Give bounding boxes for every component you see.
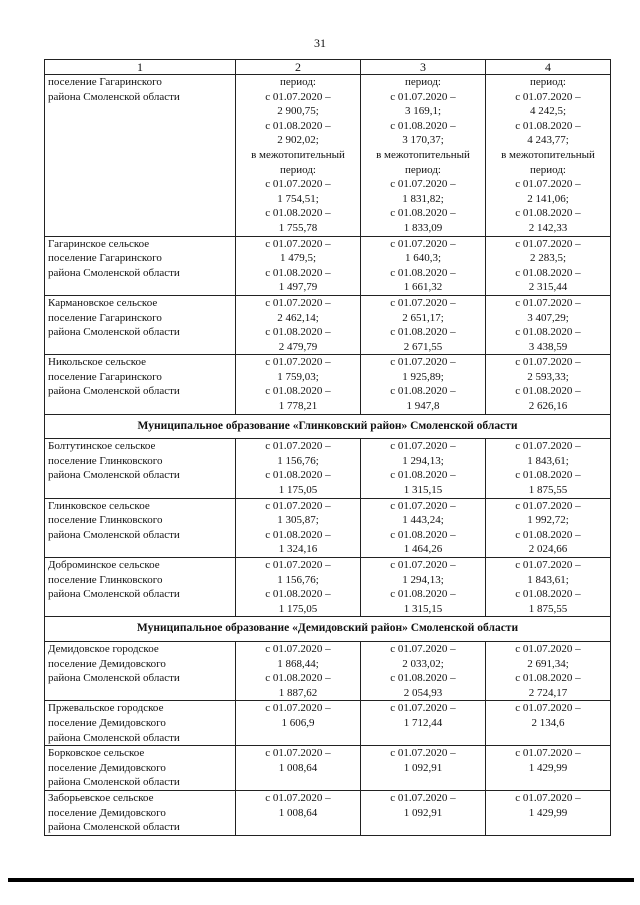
table-row <box>45 558 611 617</box>
cell-text-line: 2 902,02; <box>277 134 319 147</box>
cell-text-line: с 01.08.2020 – <box>265 266 331 279</box>
tariff-cell-col2 <box>236 295 361 354</box>
cell-text-line: 1 875,55 <box>528 602 568 615</box>
cell-text-line: 1 156,76; <box>277 573 319 586</box>
cell-text-line: с 01.07.2020 – <box>515 178 581 191</box>
cell-text-line: с 01.07.2020 – <box>515 702 581 715</box>
cell-text-line: 1 175,05 <box>278 602 318 615</box>
cell-text-line: с 01.07.2020 – <box>390 440 456 453</box>
settlement-name-cell <box>45 439 236 498</box>
cell-text-line: с 01.08.2020 – <box>515 528 581 541</box>
tariff-table <box>44 59 611 836</box>
cell-text-line: 1 759,03; <box>277 370 319 383</box>
cell-text-line: 1 843,61; <box>527 573 569 586</box>
tariff-cell-col2 <box>236 558 361 617</box>
cell-text-line: с 01.08.2020 – <box>390 119 456 132</box>
cell-text-line: Глинковское сельское <box>48 499 150 512</box>
cell-text-line: с 01.08.2020 – <box>265 588 331 601</box>
cell-text-line: Болтутинское сельское <box>48 440 156 453</box>
cell-text-line: Доброминское сельское <box>48 559 160 571</box>
cell-text-line: района Смоленской области <box>48 672 180 685</box>
column-header-4: 4 <box>486 60 611 75</box>
cell-text-line: с 01.07.2020 – <box>515 747 581 760</box>
header-row <box>45 60 611 75</box>
cell-text-line: Пржевальское городское <box>48 702 164 715</box>
cell-text-line: с 01.08.2020 – <box>390 528 456 541</box>
cell-text-line: поселение Гагаринского <box>48 252 162 265</box>
cell-text-line: Борковское сельское <box>48 747 145 760</box>
cell-text-line: с 01.08.2020 – <box>515 207 581 220</box>
tariff-cell-col2 <box>236 746 361 791</box>
cell-text-line: с 01.08.2020 – <box>515 588 581 601</box>
cell-text-line: с 01.08.2020 – <box>515 326 581 339</box>
tariff-cell-col3 <box>361 75 486 237</box>
cell-text-line: 1 661,32 <box>403 281 443 294</box>
column-header-3: 3 <box>361 60 486 75</box>
cell-text-line: 2 626,16 <box>528 400 568 413</box>
table-row <box>45 75 611 237</box>
cell-text-line: период: <box>280 76 316 88</box>
cell-text-line: с 01.07.2020 – <box>265 90 331 103</box>
cell-text-line: 2 724,17 <box>528 686 568 699</box>
cell-text-line: с 01.08.2020 – <box>390 207 456 220</box>
cell-text-line: 1 833,09 <box>403 221 443 234</box>
cell-text-line: 1 175,05 <box>278 484 318 497</box>
tariff-cell-col2 <box>236 439 361 498</box>
cell-text-line: с 01.07.2020 – <box>265 702 331 715</box>
cell-text-line: с 01.08.2020 – <box>515 119 581 132</box>
tariff-cell-col3 <box>361 701 486 746</box>
cell-text-line: Гагаринское сельское <box>48 237 150 250</box>
cell-text-line: 1 754,51; <box>277 192 319 205</box>
cell-text-line: с 01.07.2020 – <box>515 90 581 103</box>
table-row <box>45 701 611 746</box>
cell-text-line: 2 024,66 <box>528 543 568 556</box>
cell-text-line: с 01.08.2020 – <box>265 528 331 541</box>
cell-text-line: с 01.08.2020 – <box>265 469 331 482</box>
cell-text-line: 2 142,33 <box>528 221 568 234</box>
bottom-rule <box>8 878 634 882</box>
cell-text-line: 3 438,59 <box>528 340 568 353</box>
cell-text-line: с 01.07.2020 – <box>390 178 456 191</box>
cell-text-line: с 01.07.2020 – <box>515 559 581 571</box>
cell-text-line: с 01.07.2020 – <box>390 559 456 571</box>
tariff-cell-col4 <box>486 439 611 498</box>
cell-text-line: поселение Демидовского <box>48 716 166 729</box>
page-number: 31 <box>314 36 326 50</box>
cell-text-line: период: <box>280 163 316 176</box>
cell-text-line: 1 831,82; <box>402 192 444 205</box>
tariff-cell-col4 <box>486 236 611 295</box>
section-title: Муниципальное образование «Глинковский район» Смоленской области <box>45 414 611 439</box>
cell-text-line: 1 294,13; <box>402 573 444 586</box>
cell-text-line: с 01.07.2020 – <box>265 642 331 655</box>
cell-text-line: 2 479,79 <box>278 340 318 353</box>
cell-text-line: с 01.07.2020 – <box>265 237 331 250</box>
cell-text-line: поселение Глинковского <box>48 573 163 586</box>
tariff-cell-col4 <box>486 558 611 617</box>
tariff-cell-col4 <box>486 790 611 835</box>
cell-text-line: 1 992,72; <box>527 514 569 527</box>
cell-text-line: 1 887,62 <box>278 686 318 699</box>
cell-text-line: района Смоленской области <box>48 385 180 398</box>
settlement-name-cell <box>45 236 236 295</box>
tariff-cell-col2 <box>236 75 361 237</box>
cell-text-line: 3 169,1; <box>404 105 442 118</box>
cell-text-line: 1 429,99 <box>528 761 568 774</box>
cell-text-line: с 01.07.2020 – <box>515 642 581 655</box>
cell-text-line: с 01.07.2020 – <box>515 237 581 250</box>
cell-text-line: с 01.07.2020 – <box>265 440 331 453</box>
tariff-cell-col3 <box>361 236 486 295</box>
tariff-cell-col2 <box>236 641 361 700</box>
cell-text-line: с 01.07.2020 – <box>390 237 456 250</box>
cell-text-line: 3 170,37; <box>402 134 444 147</box>
cell-text-line: района Смоленской области <box>48 776 180 789</box>
cell-text-line: в межотопительный <box>501 148 595 161</box>
cell-text-line: 2 315,44 <box>528 281 568 294</box>
section-header-row <box>45 414 611 439</box>
cell-text-line: 1 843,61; <box>527 454 569 467</box>
cell-text-line: района Смоленской области <box>48 731 180 744</box>
cell-text-line: 2 593,33; <box>527 370 569 383</box>
table-row <box>45 295 611 354</box>
cell-text-line: с 01.07.2020 – <box>515 356 581 369</box>
table-row <box>45 498 611 557</box>
tariff-cell-col2 <box>236 236 361 295</box>
cell-text-line: с 01.07.2020 – <box>265 559 331 571</box>
cell-text-line: 1 947,8 <box>406 400 440 413</box>
cell-text-line: с 01.08.2020 – <box>390 672 456 685</box>
cell-text-line: 1 092,91 <box>403 806 443 819</box>
cell-text-line: с 01.07.2020 – <box>390 296 456 309</box>
tariff-cell-col3 <box>361 498 486 557</box>
cell-text-line: период: <box>405 76 441 88</box>
cell-text-line: 1 156,76; <box>277 454 319 467</box>
cell-text-line: 1 497,79 <box>278 281 318 294</box>
cell-text-line: поселение Демидовского <box>48 806 166 819</box>
cell-text-line: период: <box>405 163 441 176</box>
table-row <box>45 641 611 700</box>
cell-text-line: 1 305,87; <box>277 514 319 527</box>
tariff-cell-col4 <box>486 746 611 791</box>
table-row <box>45 439 611 498</box>
tariff-cell-col4 <box>486 498 611 557</box>
cell-text-line: с 01.07.2020 – <box>390 747 456 760</box>
cell-text-line: 2 033,02; <box>402 657 444 670</box>
cell-text-line: с 01.08.2020 – <box>515 469 581 482</box>
cell-text-line: 2 134,6 <box>531 716 565 729</box>
cell-text-line: Кармановское сельское <box>48 296 158 309</box>
cell-text-line: с 01.07.2020 – <box>390 356 456 369</box>
cell-text-line: 1 925,89; <box>402 370 444 383</box>
section-title: Муниципальное образование «Демидовский район» Смоленской области <box>45 617 611 642</box>
cell-text-line: 1 315,15 <box>403 602 443 615</box>
tariff-cell-col2 <box>236 701 361 746</box>
cell-text-line: с 01.07.2020 – <box>390 499 456 512</box>
cell-text-line: 2 141,06; <box>527 192 569 205</box>
cell-text-line: района Смоленской области <box>48 528 180 541</box>
table-row <box>45 355 611 414</box>
cell-text-line: период: <box>530 76 566 88</box>
tariff-cell-col3 <box>361 746 486 791</box>
cell-text-line: 1 092,91 <box>403 761 443 774</box>
cell-text-line: 3 407,29; <box>527 311 569 324</box>
cell-text-line: Никольское сельское <box>48 356 147 369</box>
cell-text-line: с 01.07.2020 – <box>390 791 456 804</box>
cell-text-line: с 01.08.2020 – <box>265 207 331 220</box>
cell-text-line: в межотопительный <box>376 148 470 161</box>
cell-text-line: 1 875,55 <box>528 484 568 497</box>
cell-text-line: поселение Демидовского <box>48 657 166 670</box>
cell-text-line: поселение Гагаринского <box>48 370 162 383</box>
cell-text-line: поселение Гагаринского <box>48 76 162 88</box>
cell-text-line: 1 464,26 <box>403 543 443 556</box>
tariff-cell-col2 <box>236 498 361 557</box>
cell-text-line: района Смоленской области <box>48 588 180 601</box>
table-row <box>45 236 611 295</box>
cell-text-line: района Смоленской области <box>48 326 180 339</box>
cell-text-line: с 01.08.2020 – <box>265 385 331 398</box>
cell-text-line: с 01.08.2020 – <box>390 266 456 279</box>
cell-text-line: поселение Глинковского <box>48 454 163 467</box>
settlement-name-cell <box>45 641 236 700</box>
cell-text-line: 1 294,13; <box>402 454 444 467</box>
cell-text-line: 2 651,17; <box>402 311 444 324</box>
cell-text-line: с 01.07.2020 – <box>390 642 456 655</box>
cell-text-line: с 01.08.2020 – <box>515 266 581 279</box>
cell-text-line: с 01.07.2020 – <box>265 747 331 760</box>
cell-text-line: 1 640,3; <box>404 252 442 265</box>
cell-text-line: с 01.08.2020 – <box>390 326 456 339</box>
cell-text-line: 2 283,5; <box>529 252 567 265</box>
cell-text-line: с 01.08.2020 – <box>265 119 331 132</box>
tariff-cell-col4 <box>486 701 611 746</box>
tariff-cell-col2 <box>236 355 361 414</box>
cell-text-line: с 01.07.2020 – <box>390 702 456 715</box>
cell-text-line: период: <box>530 163 566 176</box>
cell-text-line: с 01.08.2020 – <box>515 672 581 685</box>
cell-text-line: с 01.08.2020 – <box>265 672 331 685</box>
cell-text-line: с 01.07.2020 – <box>390 90 456 103</box>
cell-text-line: 1 479,5; <box>279 252 317 265</box>
cell-text-line: 2 462,14; <box>277 311 319 324</box>
cell-text-line: района Смоленской области <box>48 821 180 834</box>
cell-text-line: 1 868,44; <box>277 657 319 670</box>
cell-text-line: с 01.07.2020 – <box>515 499 581 512</box>
cell-text-line: 4 243,77; <box>527 134 569 147</box>
cell-text-line: 2 691,34; <box>527 657 569 670</box>
settlement-name-cell <box>45 790 236 835</box>
table-row <box>45 790 611 835</box>
tariff-cell-col4 <box>486 295 611 354</box>
tariff-cell-col4 <box>486 641 611 700</box>
cell-text-line: с 01.08.2020 – <box>390 469 456 482</box>
cell-text-line: района Смоленской области <box>48 469 180 482</box>
cell-text-line: Заборьевское сельское <box>48 791 154 804</box>
cell-text-line: 2 900,75; <box>277 105 319 118</box>
cell-text-line: 1 712,44 <box>403 716 443 729</box>
cell-text-line: с 01.07.2020 – <box>265 499 331 512</box>
cell-text-line: с 01.07.2020 – <box>515 440 581 453</box>
settlement-name-cell <box>45 701 236 746</box>
cell-text-line: 1 429,99 <box>528 806 568 819</box>
tariff-cell-col3 <box>361 355 486 414</box>
settlement-name-cell <box>45 746 236 791</box>
cell-text-line: 1 755,78 <box>278 221 318 234</box>
cell-text-line: района Смоленской области <box>48 90 180 103</box>
settlement-name-cell <box>45 295 236 354</box>
cell-text-line: с 01.07.2020 – <box>265 178 331 191</box>
settlement-name-cell <box>45 558 236 617</box>
cell-text-line: с 01.08.2020 – <box>515 385 581 398</box>
table-body <box>45 60 611 836</box>
cell-text-line: района Смоленской области <box>48 266 180 279</box>
table-row <box>45 746 611 791</box>
settlement-name-cell <box>45 355 236 414</box>
tariff-cell-col3 <box>361 295 486 354</box>
column-header-2: 2 <box>236 60 361 75</box>
cell-text-line: 2 054,93 <box>403 686 443 699</box>
tariff-cell-col3 <box>361 641 486 700</box>
cell-text-line: 1 008,64 <box>278 761 318 774</box>
cell-text-line: поселение Гагаринского <box>48 311 162 324</box>
cell-text-line: поселение Глинковского <box>48 514 163 527</box>
tariff-cell-col4 <box>486 75 611 237</box>
section-header-row <box>45 617 611 642</box>
cell-text-line: с 01.07.2020 – <box>265 296 331 309</box>
cell-text-line: поселение Демидовского <box>48 761 166 774</box>
settlement-name-cell <box>45 498 236 557</box>
cell-text-line: 1 324,16 <box>278 543 318 556</box>
column-header-1: 1 <box>45 60 236 75</box>
cell-text-line: с 01.07.2020 – <box>265 791 331 804</box>
cell-text-line: 1 008,64 <box>278 806 318 819</box>
tariff-cell-col4 <box>486 355 611 414</box>
settlement-name-cell <box>45 75 236 237</box>
cell-text-line: с 01.08.2020 – <box>390 385 456 398</box>
cell-text-line: с 01.08.2020 – <box>390 588 456 601</box>
cell-text-line: с 01.07.2020 – <box>515 791 581 804</box>
cell-text-line: с 01.07.2020 – <box>265 356 331 369</box>
tariff-cell-col3 <box>361 790 486 835</box>
cell-text-line: 1 778,21 <box>278 400 318 413</box>
cell-text-line: 2 671,55 <box>403 340 443 353</box>
tariff-cell-col2 <box>236 790 361 835</box>
cell-text-line: 1 315,15 <box>403 484 443 497</box>
cell-text-line: с 01.08.2020 – <box>265 326 331 339</box>
cell-text-line: Демидовское городское <box>48 642 159 655</box>
tariff-cell-col3 <box>361 558 486 617</box>
cell-text-line: с 01.07.2020 – <box>515 296 581 309</box>
cell-text-line: 1 606,9 <box>281 716 315 729</box>
cell-text-line: 4 242,5; <box>529 105 567 118</box>
cell-text-line: 1 443,24; <box>402 514 444 527</box>
cell-text-line: в межотопительный <box>251 148 345 161</box>
tariff-cell-col3 <box>361 439 486 498</box>
